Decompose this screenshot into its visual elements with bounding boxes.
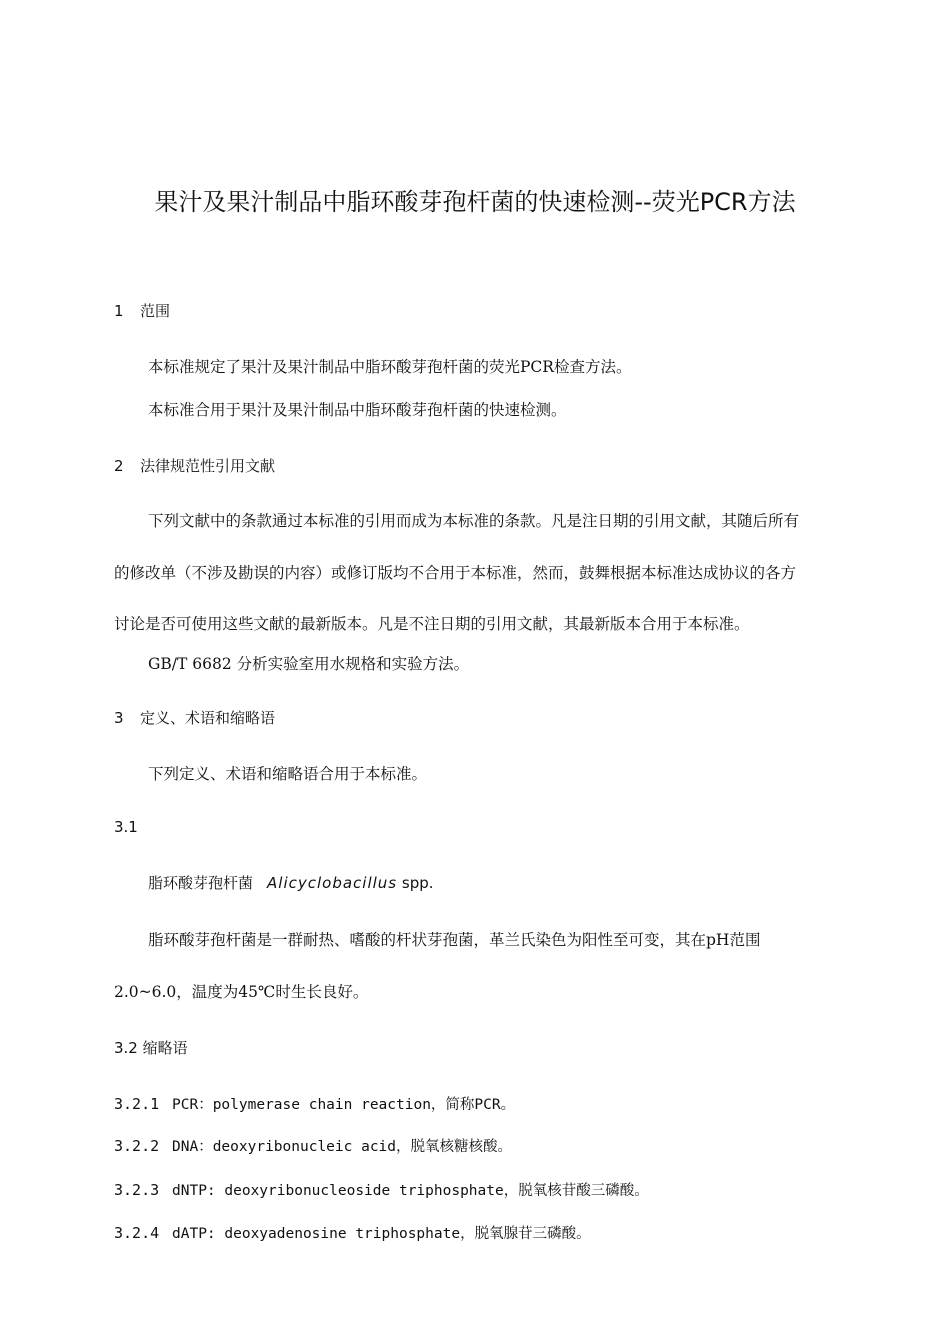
abbreviation-text: dNTP: deoxyribonucleoside triphosphate，脱氧核苷酸三磷酸。 [172,1183,649,1199]
subsection-3-1-number: 3.1 [114,818,138,836]
abbreviation-item [114,1135,512,1156]
section-title: 范围 [140,302,171,320]
scope-paragraph-2: 本标准合用于果汁及果汁制品中脂环酸芽孢杆菌的快速检测。 [148,401,567,419]
references-paragraph-line-3: 讨论是否可使用这些文献的最新版本。凡是不注日期的引用文献，其最新版本合用于本标准。 [114,615,750,633]
definitions-intro: 下列定义、术语和缩略语合用于本标准。 [148,765,428,783]
term-definition-line-1: 脂环酸芽孢杆菌是一群耐热、嗜酸的杆状芽孢菌，革兰氏染色为阳性至可变，其在pH范围 [148,931,761,949]
abbreviation-text: DNA：deoxyribonucleic acid，脱氧核糖核酸。 [172,1139,513,1155]
section-3-heading [114,707,275,728]
term-suffix: spp. [397,874,434,892]
term-entry [148,872,434,893]
scope-paragraph-1: 本标准规定了果汁及果汁制品中脂环酸芽孢杆菌的荧光PCR检查方法。 [148,358,632,376]
section-title: 法律规范性引用文献 [140,457,276,475]
term-definition-line-2: 2.0~6.0，温度为45℃时生长良好。 [114,983,369,1001]
section-number: 1 [114,302,124,320]
abbreviation-item [114,1093,515,1114]
term-latin: Alicyclobacillus [267,874,398,892]
references-paragraph-line-1: 下列文献中的条款通过本标准的引用而成为本标准的条款。凡是注日期的引用文献，其随后所有 [148,512,800,530]
references-paragraph-line-2: 的修改单（不涉及勘误的内容）或修订版均不合用于本标准，然而，鼓舞根据本标准达成协议的各方 [114,564,797,582]
document-title: 果汁及果汁制品中脂环酸芽孢杆菌的快速检测--荧光PCR方法 [154,188,796,216]
abbreviation-number: 3.2.3 [114,1181,160,1199]
abbreviation-text: dATP: deoxyadenosine triphosphate，脱氧腺苷三磷酸。 [172,1226,591,1242]
abbreviation-item [114,1179,649,1200]
section-number: 2 [114,457,124,475]
abbreviation-number: 3.2.1 [114,1095,160,1113]
abbreviation-item [114,1222,591,1243]
section-title: 定义、术语和缩略语 [140,709,276,727]
reference-item-gb-t-6682: GB/T 6682 分析实验室用水规格和实验方法。 [148,655,470,673]
subsection-3-2-heading: 3.2 缩略语 [114,1039,188,1057]
section-number: 3 [114,709,124,727]
section-2-heading [114,455,275,476]
abbreviation-number: 3.2.2 [114,1137,160,1155]
abbreviation-text: PCR：polymerase chain reaction，简称PCR。 [172,1097,516,1113]
section-1-heading [114,300,170,321]
term-chinese: 脂环酸芽孢杆菌 [148,874,254,892]
abbreviation-number: 3.2.4 [114,1224,160,1242]
